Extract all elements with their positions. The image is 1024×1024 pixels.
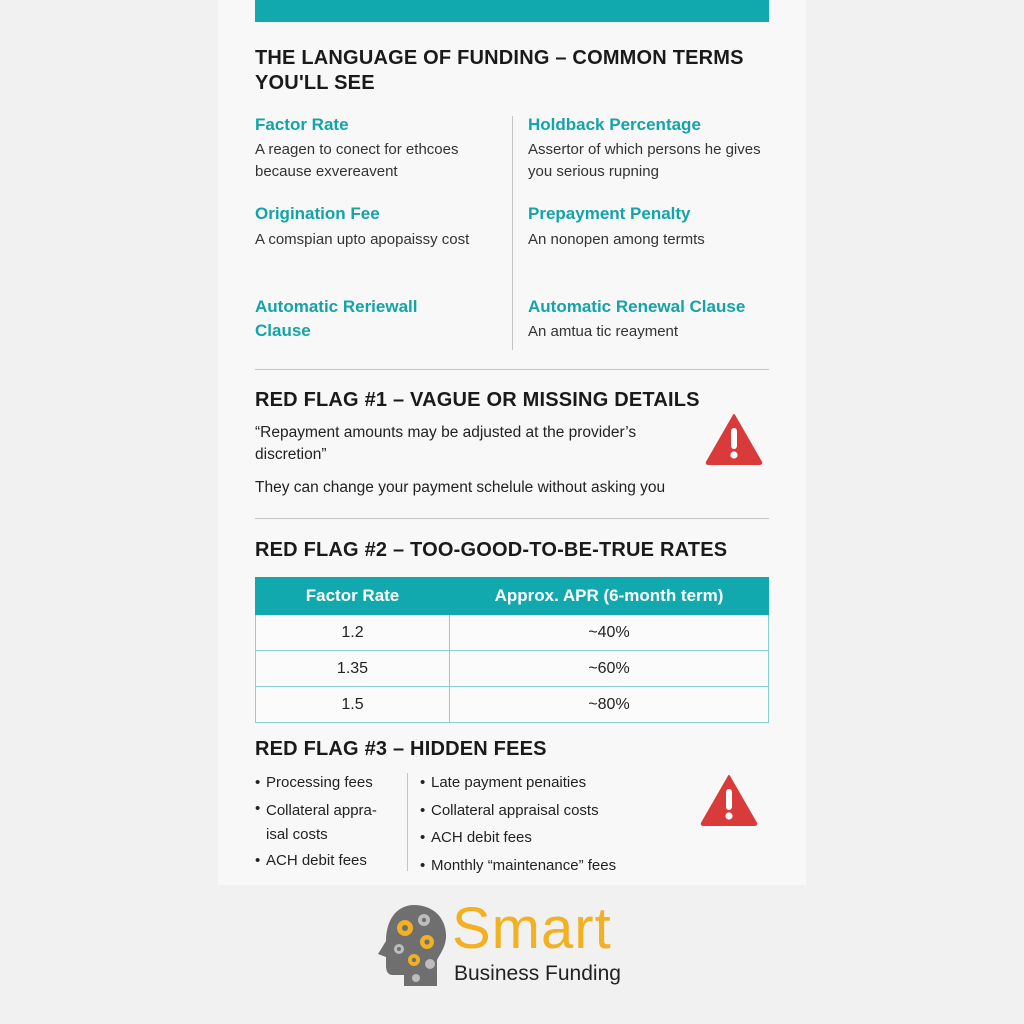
table-cell: 1.5 — [256, 687, 450, 723]
section-heading-red-flag-3: RED FLAG #3 – HIDDEN FEES — [255, 738, 547, 760]
table-header-row — [256, 578, 769, 615]
term-title: Origination Fee — [255, 204, 380, 223]
section-divider — [255, 518, 769, 519]
list-item: • Monthly “maintenance” fees — [420, 852, 690, 880]
table-cell: ~80% — [450, 687, 769, 723]
table-row — [256, 651, 769, 687]
section-heading-red-flag-2: RED FLAG #2 – TOO-GOOD-TO-BE-TRUE RATES — [255, 539, 728, 561]
brand-subtitle: Business Funding — [454, 962, 621, 985]
list-item: • Collateral appra-isal costs — [255, 797, 390, 847]
table-cell: 1.2 — [256, 615, 450, 651]
column-divider — [407, 773, 408, 871]
term-title: Prepayment Penalty — [528, 204, 691, 223]
list-item: • Late payment penaities — [420, 769, 690, 797]
section-heading-red-flag-1: RED FLAG #1 – VAGUE OR MISSING DETAILS — [255, 389, 700, 411]
list-item: • ACH debit fees — [255, 847, 390, 875]
term-title: Automatic Renewal Clause — [528, 297, 746, 316]
red-flag-note: They can change your payment schelule without asking you — [255, 479, 666, 496]
rates-table — [255, 577, 769, 723]
section-heading-terms: THE LANGUAGE OF FUNDING – COMMON TERMS YOU'LL SEE — [255, 47, 744, 94]
column-header: Factor Rate — [256, 578, 450, 615]
term-description: An nonopen among termts — [528, 231, 705, 248]
term-title: Automatic Reriewall Clause — [255, 297, 418, 340]
warning-icon — [699, 773, 759, 827]
fees-list-left — [255, 769, 390, 874]
gear-head-icon — [374, 902, 450, 990]
table-cell: ~60% — [450, 651, 769, 687]
table-row — [256, 687, 769, 723]
column-header: Approx. APR (6-month term) — [450, 578, 769, 615]
list-item: • Collateral appraisal costs — [420, 797, 690, 825]
term-description: Assertor of which persons he gives you serious rupning — [528, 141, 761, 180]
contract-quote: “Repayment amounts may be adjusted at the provider’s discretion” — [255, 424, 637, 463]
top-accent-bar — [255, 0, 769, 22]
table-cell: 1.35 — [256, 651, 450, 687]
warning-icon — [704, 412, 764, 466]
section-divider — [255, 369, 769, 370]
brand-wordmark: Smart — [452, 896, 612, 961]
column-divider — [512, 116, 513, 350]
term-description: An amtua tic reayment — [528, 323, 679, 340]
term-title: Holdback Percentage — [528, 115, 701, 134]
term-description: A comspian upto apopaissy cost — [255, 231, 470, 248]
list-item: • Processing fees — [255, 769, 390, 797]
term-description: A reagen to conect for ethcoes because exvereavent — [255, 141, 459, 180]
term-title: Factor Rate — [255, 115, 349, 134]
fees-list-right — [420, 769, 690, 879]
table-row — [256, 615, 769, 651]
list-item: • ACH debit fees — [420, 824, 690, 852]
table-cell: ~40% — [450, 615, 769, 651]
